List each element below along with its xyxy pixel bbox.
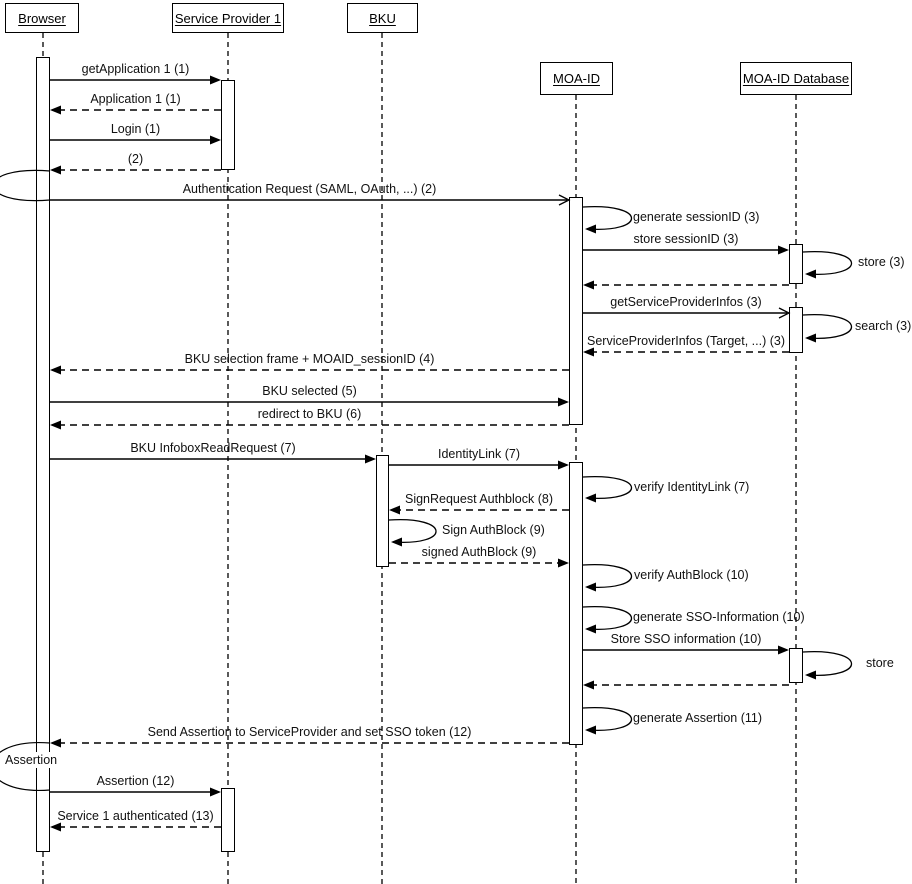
self-call-loop: [389, 520, 436, 543]
self-call-loop: [583, 207, 632, 230]
redirect-arc-label: Assertion: [5, 753, 58, 767]
message-label: Authentication Request (SAML, OAuth, ...) (2): [182, 182, 437, 196]
self-call-label: verify IdentityLink (7): [634, 479, 750, 494]
actor-box-browser: [5, 3, 79, 33]
self-call-loop: [803, 652, 852, 676]
self-call-label: store (3): [858, 255, 905, 269]
actor-label-browser: Browser: [18, 10, 66, 26]
self-call-label: generate Assertion (11): [633, 711, 763, 725]
self-call-loop: [583, 708, 632, 731]
message-label: getServiceProviderInfos (3): [610, 295, 762, 309]
redirect-arc: [0, 170, 50, 200]
filled-arrowhead: [50, 421, 61, 430]
message-label: BKU InfoboxReadRequest (7): [130, 441, 296, 455]
filled-arrowhead: [805, 671, 816, 680]
filled-arrowhead: [558, 398, 569, 407]
message-label: Application 1 (1): [90, 92, 181, 106]
actor-label-moadb: MOA-ID Database: [742, 71, 850, 86]
filled-arrowhead: [50, 366, 61, 375]
actor-box-bku: [347, 3, 418, 33]
self-call-label: generate sessionID (3): [633, 210, 760, 224]
message-label: BKU selection frame + MOAID_sessionID (4): [184, 352, 435, 366]
message-label: SignRequest Authblock (8): [404, 492, 553, 506]
filled-arrowhead: [585, 583, 596, 592]
message-label: (2): [127, 152, 144, 166]
self-call-label: verify AuthBlock (10): [634, 568, 749, 582]
message-label: Send Assertion to ServiceProvider and set SSO token (12): [147, 725, 472, 739]
actor-label-sp1: Service Provider 1: [174, 10, 282, 26]
message-label: Store SSO information (10): [610, 632, 762, 646]
actor-label-bku: BKU: [369, 10, 396, 26]
actor-box-sp1: [172, 3, 284, 33]
actor-label-moaid: MOA-ID: [553, 71, 600, 86]
message-label: IdentityLink (7): [438, 447, 520, 461]
message-label: store sessionID (3): [633, 232, 739, 246]
message-label: redirect to BKU (6): [257, 407, 362, 421]
self-call-label: generate SSO-Information (10): [633, 610, 805, 624]
self-call-label: store: [866, 655, 894, 670]
filled-arrowhead: [583, 681, 594, 690]
filled-arrowhead: [805, 270, 816, 279]
message-label: Assertion (12): [96, 774, 175, 788]
filled-arrowhead: [583, 281, 594, 290]
self-call-loop: [803, 252, 852, 275]
message-label: ServiceProviderInfos (Target, ...) (3): [587, 334, 785, 348]
filled-arrowhead: [50, 739, 61, 748]
message-label: Login (1): [110, 122, 161, 136]
self-call-label: Sign AuthBlock (9): [442, 523, 545, 537]
self-call-loop: [583, 565, 632, 588]
actor-box-moaid: [540, 62, 613, 95]
message-label: getApplication 1 (1): [81, 62, 190, 76]
filled-arrowhead: [585, 726, 596, 735]
self-call-label: search (3): [855, 318, 912, 333]
actor-box-moadb: [740, 62, 852, 95]
self-call-loop: [583, 607, 632, 630]
message-label: signed AuthBlock (9): [421, 545, 537, 559]
message-label: BKU selected (5): [262, 384, 357, 398]
message-label: Service 1 authenticated (13): [57, 809, 214, 823]
